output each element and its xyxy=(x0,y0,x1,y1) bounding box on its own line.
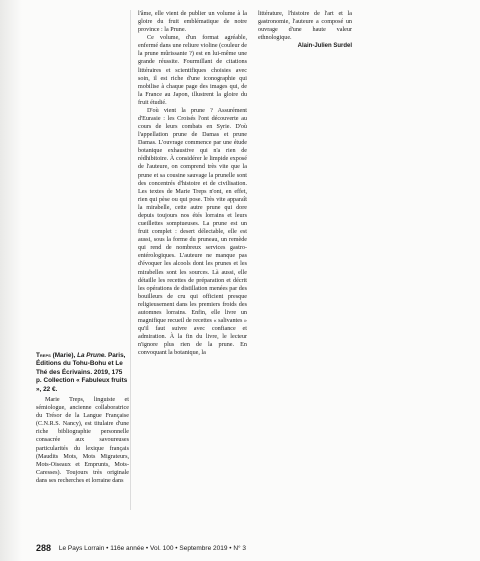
review-signature: Alain-Julien Surdel xyxy=(297,43,352,50)
journal-reference: Le Pays Lorrain • 116e année • Vol. 100 • Septembre 2019 • N° 3 xyxy=(58,545,247,552)
biblio-publication: Paris, Éditions du Tohu-Bohu et Le Thé des Écrivains. 2019, 175 p. Collection « Fabuleux fruits », 22 €. xyxy=(36,352,128,393)
column-middle xyxy=(138,10,247,357)
biblio-author-firstname: (Marie), xyxy=(50,352,78,359)
column-divider xyxy=(130,10,131,510)
bibliographic-reference xyxy=(36,352,129,394)
page-footer xyxy=(36,543,356,553)
review-paragraph: Marie Treps, linguiste et sémiologue, ancienne collaboratrice du Trésor de la Langue Française (C.N.R.S. Nancy), est titulaire d'une riche bibliographie personnelle consacrée aux savoureuses particularités du lexique français (Maudits Mots, Mots Migrateurs, Mots-Oiseaux et Emprunts, Mots-Caresses). Toujours très originale dans ses recherches et lorraine dans xyxy=(36,397,129,484)
biblio-author: Treps xyxy=(36,352,51,359)
binding-shadow xyxy=(0,0,22,561)
biblio-title: La Prune. xyxy=(77,352,107,359)
page-number: 288 xyxy=(36,543,52,553)
review-paragraph: littérature, l'histoire de l'art et la gastronomie, l'auteure a composé un ouvrage d'une haute valeur ethnologique. xyxy=(258,11,352,42)
review-paragraph: D'où vient la prune ? Assurément d'Eurasie : les Croisés l'ont découverte au cours de leurs combats en Syrie. D'où l'appellation prune de Damas et prune Damas. L'ouvrage commence par une étude botanique exhaustive qui n'a rien de rédhibitoire. À considérer le limpide exposé de l'auteure, on comprend très vite que la prune et sa cousine sauvage la prunelle sont des concentrés d'histoire et de civilisation. Les textes de Marie Treps n'ont, en effet, rien qui pèse ou qui pose. Très vite apparaît la mirabelle, cette autre prune qui dore depuis toujours nos étés lorrains et leurs cueillettes somptueuses. La prune est un fruit complet : desert délectable, elle est aussi, sous la forme du pruneau, un remède qui rend de nombreux services gastro-entérologiques. L'auteure ne manque pas d'évoquer les alcools dont les prunes et les mirabelles sont les sources. Là aussi, elle détaille les recettes de préparation et décrit les opérations de distillation menées par des bouilleurs de cru qui officient presque religieusement dans les premiers froids des automnes lorrains. Enfin, elle livre un magnifique recueil de recettes « salivantes » qu'il faut suivre avec confiance et admiration. À la fin du livre, le lecteur n'ignore plus rien de la prune. En convoquant la botanique, la xyxy=(138,107,247,357)
review-paragraph: l'âme, elle vient de publier un volume à la gloire du fruit emblématique de notre province : la Prune. xyxy=(138,11,247,34)
review-paragraph: Ce volume, d'un format agréable, enfermé dans une reliure violine (couleur de la prune mûrissante ?) est en lui-même une grande réussite. Fourmillant de citations littéraires et scientifiques choisies avec soin, il est riche d'une iconographie qui mobilise à chaque page des images qui, de la France au Japon, illustrent la gloire du fruit étudié. xyxy=(138,35,247,106)
column-left xyxy=(36,352,129,485)
column-right xyxy=(258,10,352,50)
